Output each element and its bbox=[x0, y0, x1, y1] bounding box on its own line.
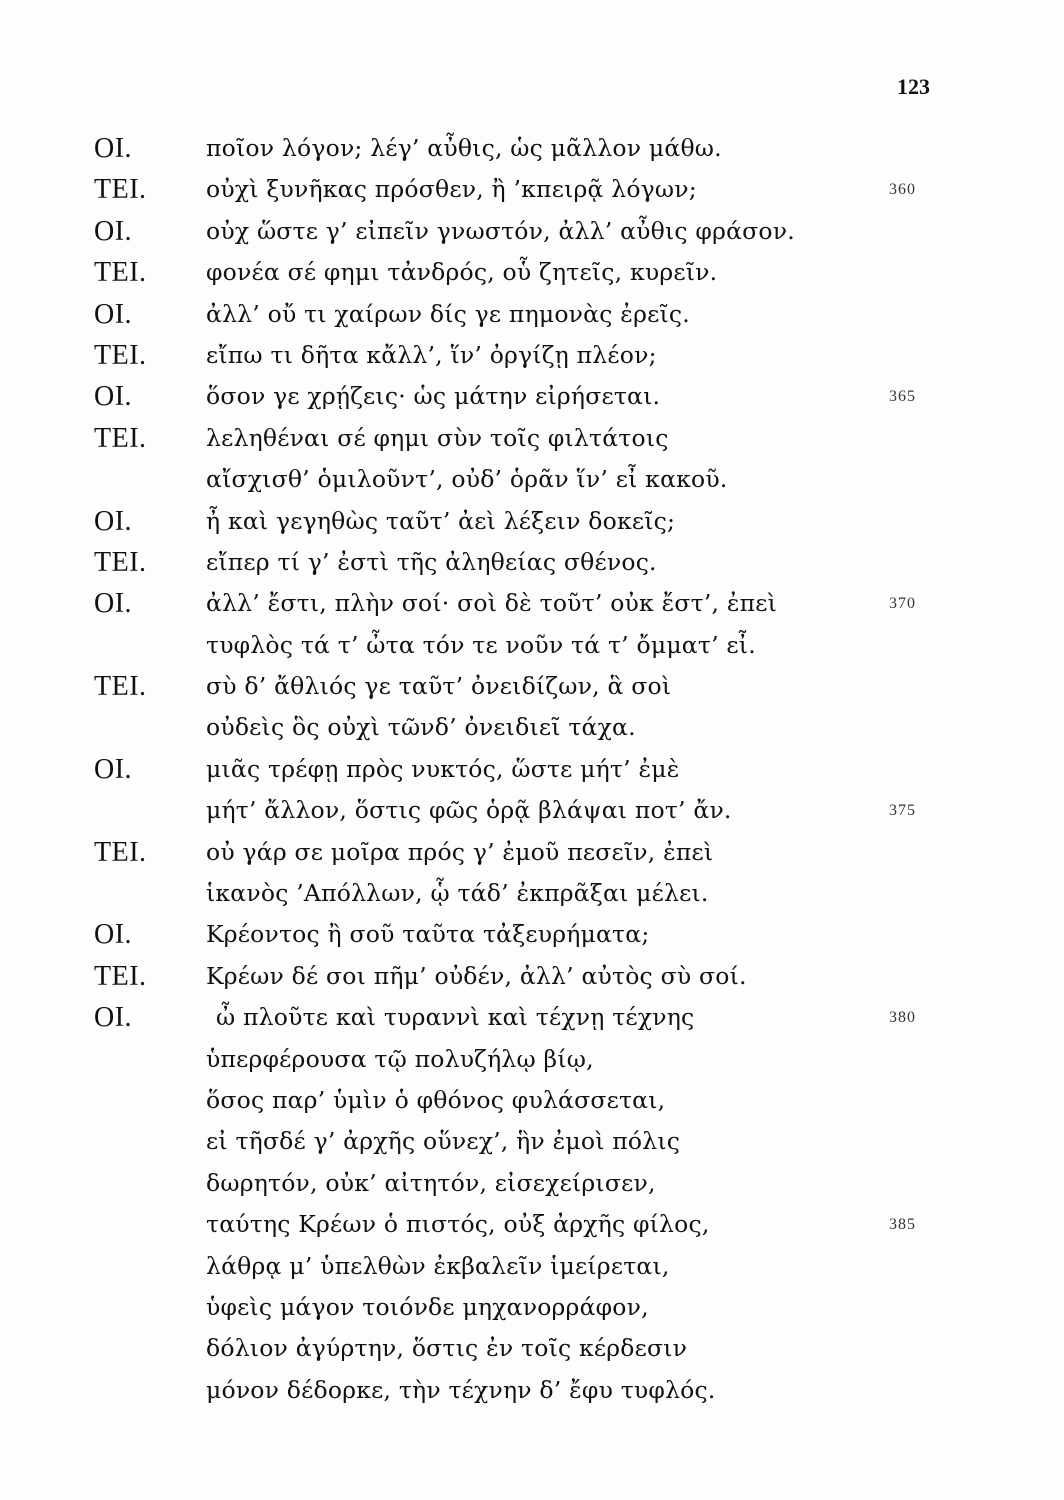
verse-lines bbox=[0, 128, 1064, 1411]
speaker-label: ΤΕΙ. bbox=[94, 257, 147, 289]
speaker-label: ΤΕΙ. bbox=[94, 174, 147, 206]
verse-line bbox=[0, 1370, 1064, 1411]
verse-text: ταύτης Κρέων ὁ πιστός, οὐξ ἀρχῆς φίλος, bbox=[206, 1210, 710, 1239]
verse-line bbox=[0, 666, 1064, 707]
line-number: 365 bbox=[889, 388, 916, 406]
verse-text: Κρέοντος ἢ σοῦ ταῦτα τἀξευρήματα; bbox=[206, 920, 650, 949]
verse-line bbox=[0, 542, 1064, 583]
verse-text: οὐχ ὥστε γ’ εἰπεῖν γνωστόν, ἀλλ’ αὖθις φράσον. bbox=[206, 216, 795, 245]
speaker-label: ΟΙ. bbox=[94, 919, 133, 951]
verse-text: λάθρᾳ μ’ ὑπελθὼν ἐκβαλεῖν ἱμείρεται, bbox=[206, 1251, 670, 1280]
verse-text: οὐ γάρ σε μοῖρα πρός γ’ ἐμοῦ πεσεῖν, ἐπεὶ bbox=[206, 837, 714, 866]
verse-line bbox=[0, 583, 1064, 624]
verse-line bbox=[0, 1204, 1064, 1245]
verse-line bbox=[0, 790, 1064, 831]
speaker-label: ΤΕΙ. bbox=[94, 546, 147, 578]
verse-line bbox=[0, 335, 1064, 376]
verse-line bbox=[0, 418, 1064, 459]
verse-line bbox=[0, 1121, 1064, 1162]
verse-text: οὐδεὶς ὃς οὐχὶ τῶνδ’ ὀνειδιεῖ τάχα. bbox=[206, 713, 636, 742]
verse-line bbox=[0, 1246, 1064, 1287]
verse-line bbox=[0, 294, 1064, 335]
verse-line bbox=[0, 211, 1064, 252]
verse-line bbox=[0, 1287, 1064, 1328]
verse-text: ἱκανὸς ’Απόλλων, ᾧ τάδ’ ἐκπρᾶξαι μέλει. bbox=[206, 879, 709, 908]
verse-line bbox=[0, 873, 1064, 914]
verse-line bbox=[0, 997, 1064, 1038]
verse-line bbox=[0, 832, 1064, 873]
verse-line bbox=[0, 914, 1064, 955]
speaker-label: ΟΙ. bbox=[94, 753, 133, 785]
verse-line bbox=[0, 625, 1064, 666]
verse-text: εἴπερ τί γ’ ἐστὶ τῆς ἀληθείας σθένος. bbox=[206, 547, 657, 576]
speaker-label: ΤΕΙ. bbox=[94, 836, 147, 868]
line-number: 380 bbox=[889, 1009, 916, 1027]
line-number: 370 bbox=[889, 595, 916, 613]
verse-text: ὦ πλοῦτε καὶ τυραννὶ καὶ τέχνῃ τέχνης bbox=[216, 1003, 695, 1032]
verse-text: ἦ καὶ γεγηθὼς ταῦτ’ ἀεὶ λέξειν δοκεῖς; bbox=[206, 506, 676, 535]
verse-text: εἰ τῆσδέ γ’ ἀρχῆς οὕνεχ’, ἣν ἐμοὶ πόλις bbox=[206, 1127, 681, 1156]
verse-text: ὑφεὶς μάγον τοιόνδε μηχανορράφον, bbox=[206, 1292, 649, 1321]
speaker-label: ΟΙ. bbox=[94, 505, 133, 537]
verse-line bbox=[0, 1080, 1064, 1121]
verse-line bbox=[0, 376, 1064, 417]
verse-text: τυφλὸς τά τ’ ὦτα τόν τε νοῦν τά τ’ ὄμματ’ εἶ. bbox=[206, 630, 756, 659]
verse-text: δόλιον ἀγύρτην, ὅστις ἐν τοῖς κέρδεσιν bbox=[206, 1334, 688, 1363]
verse-line bbox=[0, 169, 1064, 210]
verse-text: μόνον δέδορκε, τὴν τέχνην δ’ ἔφυ τυφλός. bbox=[206, 1375, 716, 1404]
page-number: 123 bbox=[897, 74, 930, 99]
verse-text: ὑπερφέρουσα τῷ πολυζήλῳ βίῳ, bbox=[206, 1044, 594, 1073]
verse-line bbox=[0, 1163, 1064, 1204]
speaker-label: ΟΙ. bbox=[94, 588, 133, 620]
verse-text: ὅσος παρ’ ὑμὶν ὁ φθόνος φυλάσσεται, bbox=[206, 1085, 666, 1114]
verse-text: ἀλλ’ οὔ τι χαίρων δίς γε πημονὰς ἐρεῖς. bbox=[206, 299, 690, 328]
verse-text: μιᾶς τρέφῃ πρὸς νυκτός, ὥστε μήτ’ ἐμὲ bbox=[206, 754, 680, 783]
verse-text: ἀλλ’ ἔστι, πλὴν σοί· σοὶ δὲ τοῦτ’ οὐκ ἔστ’, ἐπεὶ bbox=[206, 589, 778, 618]
verse-line bbox=[0, 749, 1064, 790]
verse-text: οὐχὶ ξυνῆκας πρόσθεν, ἢ ’κπειρᾷ λόγων; bbox=[206, 175, 697, 204]
verse-text: φονέα σέ φημι τἀνδρός, οὗ ζητεῖς, κυρεῖν. bbox=[206, 258, 718, 287]
speaker-label: ΟΙ. bbox=[94, 381, 133, 413]
line-number: 385 bbox=[889, 1216, 916, 1234]
verse-text: αἴσχισθ’ ὁμιλοῦντ’, οὐδ’ ὁρᾶν ἵν’ εἶ κακοῦ. bbox=[206, 465, 728, 494]
verse-text: λεληθέναι σέ φημι σὺν τοῖς φιλτάτοις bbox=[206, 423, 669, 452]
verse-text: σὺ δ’ ἄθλιός γε ταῦτ’ ὀνειδίζων, ἃ σοὶ bbox=[206, 672, 672, 701]
verse-line bbox=[0, 252, 1064, 293]
speaker-label: ΤΕΙ. bbox=[94, 671, 147, 703]
verse-line bbox=[0, 956, 1064, 997]
line-number: 375 bbox=[889, 802, 916, 820]
speaker-label: ΟΙ. bbox=[94, 298, 133, 330]
speaker-label: ΟΙ. bbox=[94, 1002, 133, 1034]
speaker-label: ΟΙ. bbox=[94, 133, 133, 164]
verse-text: δωρητόν, οὐκ’ αἰτητόν, εἰσεχείρισεν, bbox=[206, 1168, 656, 1197]
verse-line bbox=[0, 1328, 1064, 1369]
speaker-label: ΤΕΙ. bbox=[94, 339, 147, 371]
line-number: 360 bbox=[889, 181, 916, 199]
speaker-label: ΤΕΙ. bbox=[94, 422, 147, 454]
verse-text: ὅσον γε χρῄζεις· ὡς μάτην εἰρήσεται. bbox=[206, 382, 661, 411]
verse-line bbox=[0, 707, 1064, 748]
verse-text: μήτ’ ἄλλον, ὅστις φῶς ὁρᾷ βλάψαι ποτ’ ἄν. bbox=[206, 796, 732, 825]
speaker-label: ΤΕΙ. bbox=[94, 960, 147, 992]
speaker-label: ΟΙ. bbox=[94, 215, 133, 247]
verse-text: ποῖον λόγον; λέγ’ αὖθις, ὡς μᾶλλον μάθω. bbox=[206, 134, 722, 162]
verse-line bbox=[0, 128, 1064, 169]
verse-line bbox=[0, 501, 1064, 542]
verse-text: Κρέων δέ σοι πῆμ’ οὐδέν, ἀλλ’ αὐτὸς σὺ σοί. bbox=[206, 961, 747, 990]
verse-line bbox=[0, 459, 1064, 500]
verse-text: εἴπω τι δῆτα κἄλλ’, ἵν’ ὀργίζῃ πλέον; bbox=[206, 340, 657, 369]
verse-line bbox=[0, 1039, 1064, 1080]
